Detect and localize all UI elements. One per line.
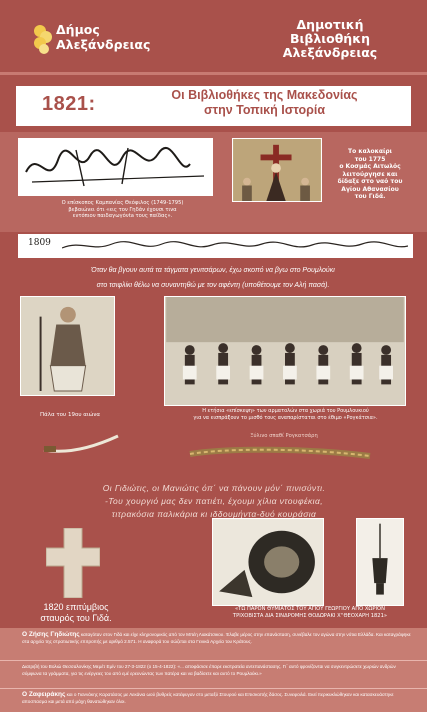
header-divider <box>0 72 427 75</box>
kosmas-line3: ο Κοσμάς Αιτωλός <box>339 163 401 170</box>
manuscript-strip <box>18 234 413 258</box>
manuscript-year: 1809 <box>28 238 51 248</box>
bell-photo <box>212 518 324 606</box>
bishop-signature-image <box>18 138 213 196</box>
dancers-caption-1: Η ετήσια «επίσκεψη» των αρματολών στα χωριά του Ρουμλουκιού <box>202 408 369 414</box>
kosmas-line4: λειτούργησε και <box>342 170 398 178</box>
song-line1: Οι Γιδιώτις, οι Μανιώτις όπ΄ να πάνουν μόν΄ πινισύντι. <box>102 483 326 493</box>
library-line3: Αλεξάνδρειας <box>282 45 378 60</box>
wood-sword-label: Ξύλινο σπαθί Ρογκατσάρη <box>250 433 318 439</box>
bishop-caption <box>40 200 205 220</box>
footer-p1-text: καταγόταν στον Γιδά και είχε κληρονομικός από τον Μπέη Λιακάτσικου. Έλαβε μέρος στην επανάσταση, συνέβαλε τον αγώνα στην νότια Ελλάδα. Και καταγράφηκε στα αρχεία της στρατιωτικής επιτροπής με αριθμό 2.571. Η αναφορά του σώζεται στα Γενικά Αρχεία του Κράτους. <box>22 632 411 644</box>
stone-cross-image <box>46 528 100 598</box>
wooden-sword-image <box>186 442 374 464</box>
cross-line2: σταυρός του Γιδά. <box>40 612 112 623</box>
dancers-photo <box>164 296 406 406</box>
library-line2: Βιβλιοθήκη <box>290 31 370 46</box>
dancers-caption-2: για να εισπράξουν το μισθό τους αναπαρίσταται στο έθιμο «Ρογκάτσια». <box>193 415 378 421</box>
footer-p3-lead: Ο Ζαφειράκης <box>22 691 66 698</box>
folk-song <box>34 482 394 521</box>
kosmas-line6: Αγίου Αθανασίου <box>341 185 399 193</box>
letter-quote <box>28 263 398 293</box>
bishop-caption-1: Ο επίσκοπος Καμπανίας Θεόφιλος (1749-1795) <box>61 200 184 206</box>
warrior-image <box>20 296 115 396</box>
headline-year: 1821: <box>42 93 96 115</box>
bishop-caption-2: βεβαιώνει ότι «εις τον Γηδάν έχουσι τινα <box>68 206 177 213</box>
municipality-name <box>56 22 150 52</box>
library-line1: Δημοτική <box>296 17 364 32</box>
dancers-caption <box>168 408 403 422</box>
quote-line2: στο τσιφλίκι θέλω να συναντηθώ με τον αφέντη (υποθέτουμε τον Αλή πασά). <box>96 282 330 289</box>
kosmas-line7: του Γιδά. <box>354 193 386 200</box>
kosmas-text <box>322 148 418 201</box>
kosmas-painting-image <box>232 138 322 202</box>
censer-caption-2: ΤΡΙΧΟΒΙΣΤΑ ΔΙΑ ΣΙΝΔΡΟΜΗΣ ΘΟΔΩΡΑΚΙ Χ''ΘΕΟΧΑΡΗ 1821» <box>232 612 388 619</box>
song-line3: τιτρακόσια παλικάρια κι ιδδουμήντα-δυό κουράσια <box>111 509 317 519</box>
footer-p2-text: Διατριβή του Βολιώ Θεσσαλονίκης Μεμέτ Εμίν του 27-3-1822 (ο 15-4-1822): «... αποφάσισε έπαρε εκστρατεία αντεπανάστασης. Γι΄ αυτό φρονίζονται να συγκεντρώσετε χωριών ανδρών σύμφωνα τα γράμματα, για τις ενέργειες του από εμέ ερευνώντας των πατέρα και να βαδίσετε και αυτό το Ρουμλούκι.» <box>22 664 396 676</box>
municipality-line1: Δήμος <box>56 22 100 37</box>
cross-line1: 1820 επιτύμβιος <box>43 602 109 612</box>
censer-caption-1: «ΤΩ ΠΑΡΟΝ ΘΥΜΙΑΤΟΣ ΤΟΥ ΑΓΙΟΥ ΓΕΩΡΓΙΟΥ ΑΠΟ ΧΩΡΙΟΝ <box>235 606 385 612</box>
footer-divider-1 <box>0 660 427 661</box>
censer-photo <box>356 518 404 606</box>
headline-line2: στην Τοπική Ιστορία <box>203 103 326 117</box>
municipality-line2: Αλεξάνδρειας <box>56 37 151 52</box>
footer-divider-2 <box>0 688 427 689</box>
quote-line1: Όταν θα βγουν αυτά τα τάγματα γενιτσάρων, έχω σκοπό να βγω στο Ρουμλούκι <box>91 267 335 274</box>
footer-p1-lead: Ο Ζήσης Γηδιώτης <box>22 631 80 638</box>
footer-paragraph-2 <box>22 664 412 677</box>
song-line2: -Του χουργιό μας δεν πατιέτι, έχουμι χίλια ντουφέκια, <box>105 496 323 506</box>
censer-caption <box>210 606 410 619</box>
handwriting-image <box>62 236 408 256</box>
headline-line1: Οι Βιβλιοθήκες της Μακεδονίας <box>171 88 358 102</box>
kosmas-line2: του 1775 <box>354 155 386 163</box>
municipality-logo-icon <box>32 22 54 56</box>
kosmas-line1: Το καλοκαίρι <box>348 148 392 155</box>
warrior-caption: Πάλα του 19ου αιώνα <box>39 412 101 418</box>
footer-p3-text: και ο Γιαννάκης Καρατάσος με Λεκάνια ωού βυθρείς κατέφυγαν στο μεταξύ Στουρού και Επισκοπής δάσος. Συνεφοιλά. Εκεί περικυκλώθηκαν και κατασκευάστηκε αποσπασμα και μετά από μάχη θανατώθηκαν όλοι. <box>22 692 394 704</box>
kosmas-line5: δίδαξε στο ναό του <box>337 178 403 185</box>
headline-title <box>122 88 407 118</box>
cross-caption <box>36 602 116 623</box>
sabre-image <box>42 430 122 456</box>
footer-paragraph-3 <box>22 692 412 705</box>
library-name <box>255 18 405 60</box>
bishop-caption-3: εντόπιον παιδαγωγόνta τους παίδας». <box>72 213 173 219</box>
footer-paragraph-1 <box>22 632 412 645</box>
